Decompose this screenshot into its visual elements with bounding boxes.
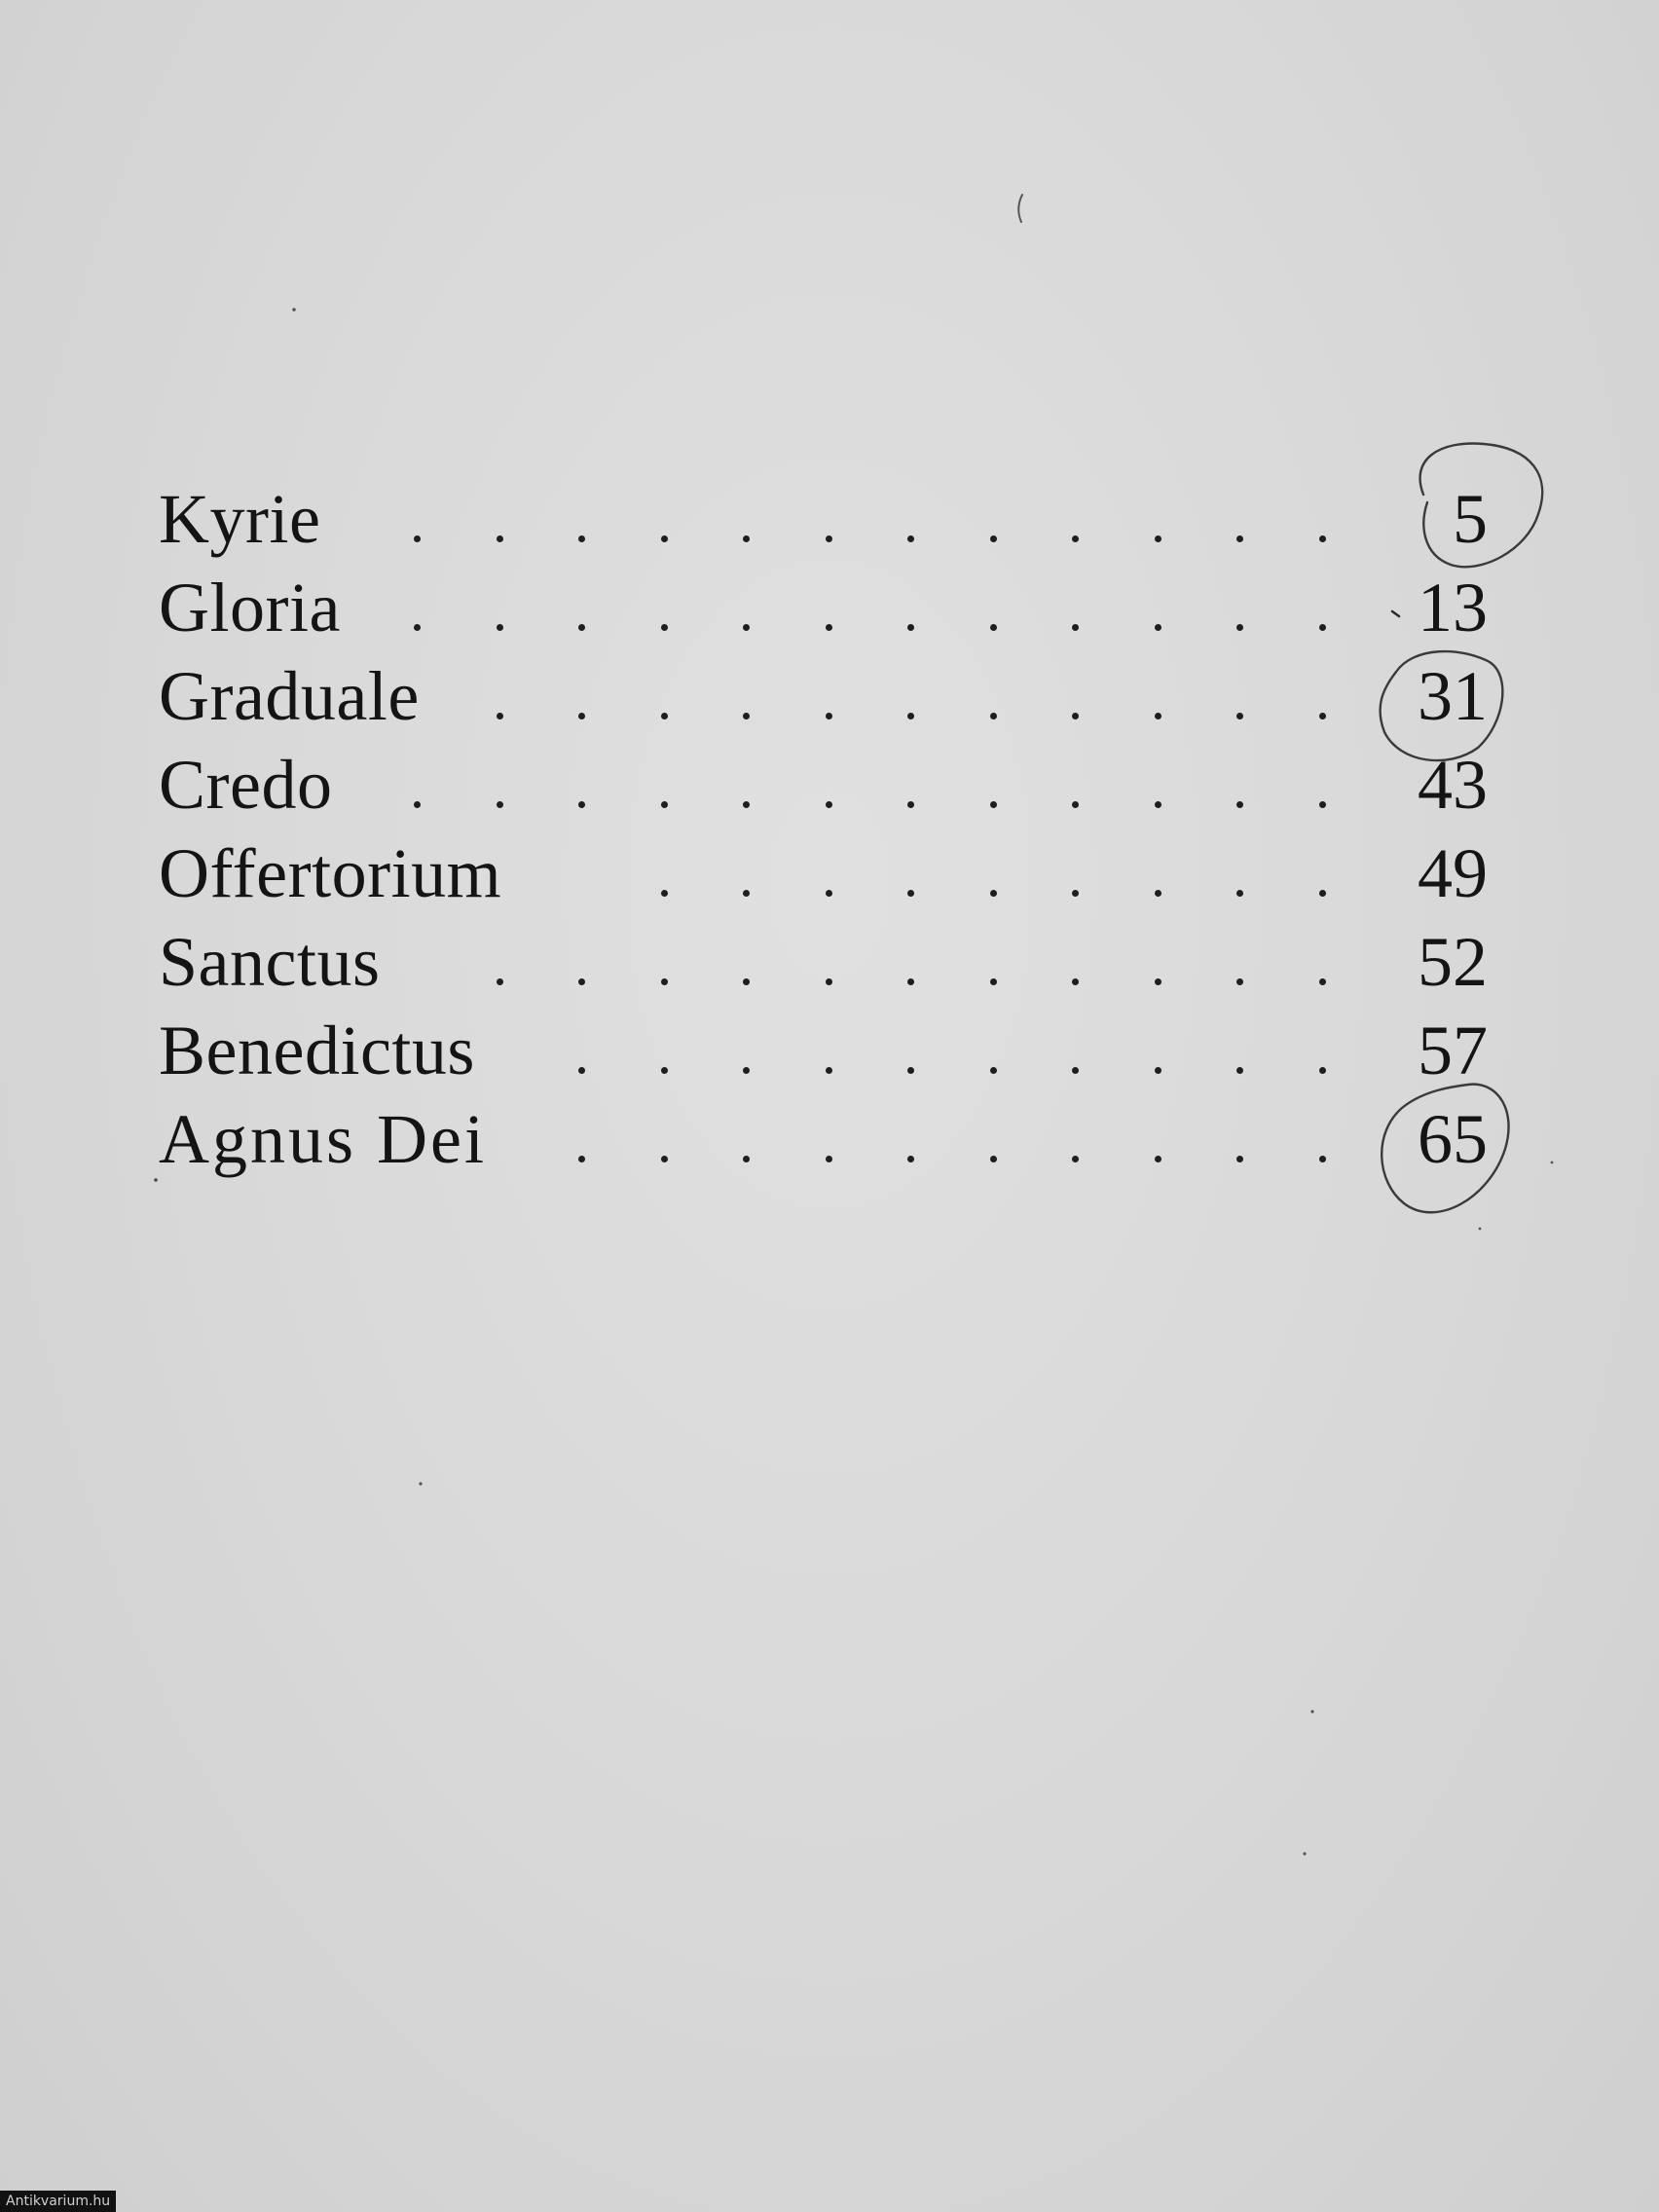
leader-dot: [826, 801, 832, 808]
leader-dot: [1319, 890, 1326, 897]
speck: [154, 1178, 158, 1182]
leader-dot: [1155, 713, 1161, 719]
leader-dot: [743, 1067, 750, 1074]
leader-dot: [578, 624, 585, 631]
leader-dot: [661, 890, 668, 897]
leader-dot: [990, 1067, 997, 1074]
toc-entry-gloria: [159, 564, 1488, 652]
leader-dot: [1155, 1067, 1161, 1074]
toc-page-number: 43: [1418, 746, 1488, 824]
leader-dot: [1155, 978, 1161, 985]
leader-dot: [826, 535, 832, 542]
leader-dot: [826, 890, 832, 897]
leader-dot: [414, 801, 421, 808]
leader-dot: [907, 624, 914, 631]
leader-dot: [743, 890, 750, 897]
speck: [419, 1482, 422, 1485]
leader-dot: [826, 624, 832, 631]
leader-dot: [907, 1067, 914, 1074]
leader-dot: [1319, 801, 1326, 808]
watermark: Antikvarium.hu: [0, 2191, 116, 2212]
leader-dot: [990, 1156, 997, 1162]
toc-entry-kyrie: [159, 475, 1488, 564]
toc-page-number: 52: [1418, 923, 1488, 1001]
leader-dot: [1072, 535, 1079, 542]
leader-dot: [907, 890, 914, 897]
leader-dot: [1236, 535, 1243, 542]
toc-title: Offertorium: [159, 834, 502, 912]
leader-dot: [826, 1067, 832, 1074]
leader-dot: [578, 1067, 585, 1074]
toc-entry-graduale: [159, 652, 1488, 741]
leader-dot: [990, 978, 997, 985]
toc-entry-benedictus: [159, 1007, 1488, 1095]
leader-dot: [1236, 801, 1243, 808]
leader-dot: [497, 978, 503, 985]
leader-dot: [826, 1156, 832, 1162]
leader-dot: [907, 978, 914, 985]
leader-dot: [990, 535, 997, 542]
leader-dot: [661, 801, 668, 808]
leader-dot: [578, 713, 585, 719]
leader-dot: [743, 801, 750, 808]
leader-dot: [578, 1156, 585, 1162]
leader-dot: [1319, 978, 1326, 985]
leader-dot: [1319, 535, 1326, 542]
toc-title: Agnus Dei: [159, 1100, 487, 1178]
leader-dot: [661, 535, 668, 542]
leader-dot: [414, 535, 421, 542]
leader-dot: [743, 624, 750, 631]
leader-dot: [1072, 1067, 1079, 1074]
leader-dot: [1236, 1156, 1243, 1162]
leader-dot: [907, 1156, 914, 1162]
leader-dot: [1319, 1067, 1326, 1074]
leader-dot: [1072, 624, 1079, 631]
pencil-arc-top: [1018, 195, 1022, 222]
leader-dot: [578, 978, 585, 985]
leader-dot: [826, 978, 832, 985]
leader-dot: [907, 801, 914, 808]
leader-dot: [990, 713, 997, 719]
toc-page-number: 65: [1418, 1100, 1488, 1178]
leader-dot: [1236, 1067, 1243, 1074]
leader-dot: [661, 1156, 668, 1162]
leader-dot: [1236, 890, 1243, 897]
leader-dot: [497, 801, 503, 808]
toc-title: Benedictus: [159, 1012, 475, 1089]
leader-dot: [661, 624, 668, 631]
leader-dot: [743, 713, 750, 719]
leader-dot: [578, 801, 585, 808]
leader-dot: [1236, 624, 1243, 631]
toc-page-number: 13: [1418, 569, 1488, 646]
speck: [1479, 1228, 1482, 1231]
leader-dot: [1072, 801, 1079, 808]
leader-dot: [1319, 624, 1326, 631]
leader-dot: [907, 535, 914, 542]
toc-title: Kyrie: [159, 480, 321, 558]
toc-page-number: 49: [1418, 834, 1488, 912]
toc-title: Credo: [159, 746, 333, 824]
leader-dot: [1236, 978, 1243, 985]
leader-dot: [990, 624, 997, 631]
leader-dot: [990, 890, 997, 897]
toc-title: Gloria: [159, 569, 341, 646]
leader-dot: [661, 978, 668, 985]
speck: [1310, 1710, 1313, 1713]
leader-dot: [497, 535, 503, 542]
speck: [1303, 1852, 1306, 1855]
leader-dot: [578, 535, 585, 542]
leader-dot: [743, 978, 750, 985]
leader-dot: [826, 713, 832, 719]
leader-dot: [661, 1067, 668, 1074]
leader-dot: [1155, 535, 1161, 542]
leader-dot: [1155, 624, 1161, 631]
leader-dot: [743, 1156, 750, 1162]
leader-dot: [907, 713, 914, 719]
leader-dot: [1236, 713, 1243, 719]
leader-dot: [1155, 890, 1161, 897]
toc-entry-sanctus: [159, 918, 1488, 1007]
leader-dot: [1319, 1156, 1326, 1162]
table-of-contents: [159, 475, 1488, 1184]
speck: [292, 308, 296, 312]
toc-entry-credo: [159, 741, 1488, 830]
leader-dot: [1072, 890, 1079, 897]
leader-dot: [1072, 713, 1079, 719]
toc-entry-offertorium: [159, 830, 1488, 918]
leader-dot: [1155, 1156, 1161, 1162]
toc-title: Sanctus: [159, 923, 381, 1001]
leader-dot: [1155, 801, 1161, 808]
leader-dot: [1072, 978, 1079, 985]
leader-dot: [414, 624, 421, 631]
toc-page-number: 31: [1418, 657, 1488, 735]
leader-dot: [497, 713, 503, 719]
speck: [1551, 1161, 1554, 1164]
leader-dot: [497, 624, 503, 631]
toc-title: Graduale: [159, 657, 420, 735]
leader-dot: [1072, 1156, 1079, 1162]
leader-dot: [990, 801, 997, 808]
toc-page-number: 57: [1418, 1012, 1488, 1089]
leader-dot: [1319, 713, 1326, 719]
leader-dot: [661, 713, 668, 719]
toc-page-number: 5: [1453, 480, 1488, 558]
toc-entry-agnus-dei: [159, 1095, 1488, 1184]
leader-dot: [743, 535, 750, 542]
